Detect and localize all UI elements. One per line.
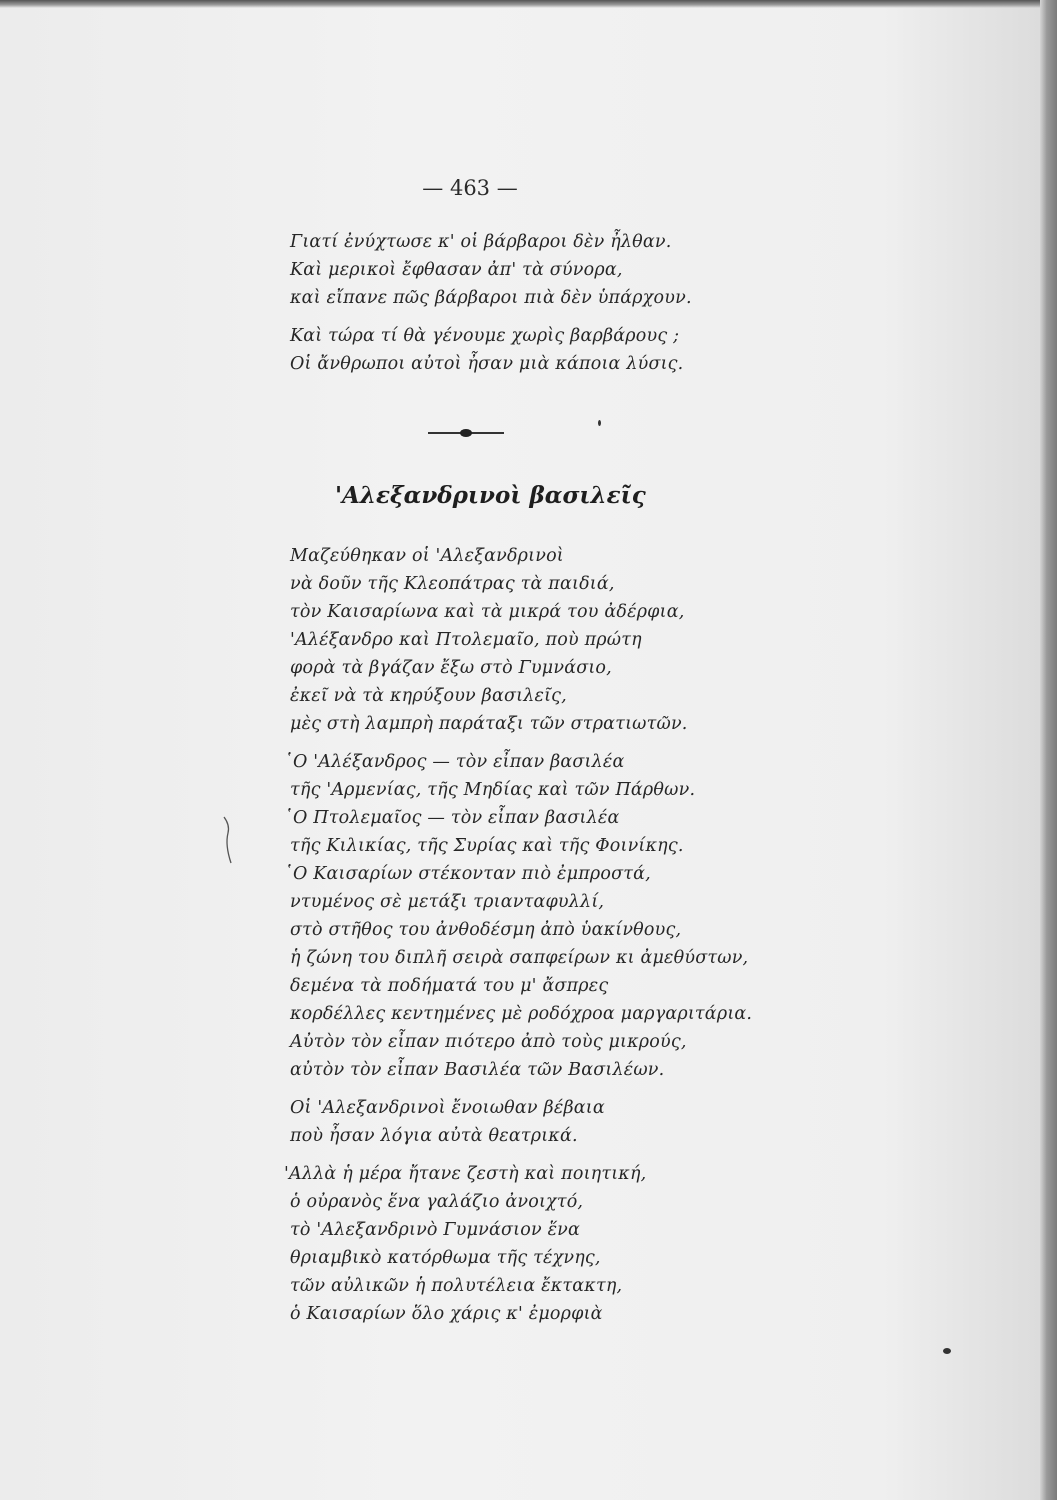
verse-line: αὐτὸν τὸν εἶπαν Βασιλέα τῶν Βασιλέων.: [290, 1060, 665, 1080]
verse-line: φορὰ τὰ βγάζαν ἔξω στὸ Γυμνάσιο,: [290, 658, 612, 678]
verse-line: ῾Ο 'Αλέξανδρος — τὸν εἶπαν βασιλέα: [284, 752, 625, 772]
verse-line: ντυμένος σὲ μετάξι τριανταφυλλί,: [290, 892, 605, 912]
verse-line: τὸν Καισαρίωνα καὶ τὰ μικρά του ἀδέρφια,: [290, 602, 685, 622]
verse-line: Καὶ τώρα τί θὰ γένουμε χωρὶς βαρβάρους ;: [290, 326, 680, 346]
margin-pencil-mark-icon: [222, 815, 236, 865]
verse-line: Αὐτὸν τὸν εἶπαν πιότερο ἀπὸ τοὺς μικρούς,: [290, 1032, 687, 1052]
verse-line: Καὶ μερικοὶ ἔφθασαν ἀπ' τὰ σύνορα,: [290, 260, 623, 280]
verse-line: Μαζεύθηκαν οἱ 'Αλεξανδρινοὶ: [290, 546, 564, 566]
ink-speck-icon: [943, 1348, 951, 1354]
verse-line: Γιατί ἐνύχτωσε κ' οἱ βάρβαροι δὲν ἦλθαν.: [290, 232, 672, 252]
verse-line: νὰ δοῦν τῆς Κλεοπάτρας τὰ παιδιά,: [290, 574, 615, 594]
verse-line: κορδέλλες κεντημένες μὲ ροδόχροα μαργαριτάρια.: [290, 1004, 753, 1024]
verse-line: ῾Ο Καισαρίων στέκονταν πιὸ ἐμπροστά,: [284, 864, 651, 884]
verse-line: ὁ Καισαρίων ὅλο χάρις κ' ἐμορφιὰ: [290, 1304, 603, 1324]
verse-line: μὲς στὴ λαμπρὴ παράταξι τῶν στρατιωτῶν.: [290, 714, 688, 734]
verse-line: ποὺ ἦσαν λόγια αὐτὰ θεατρικά.: [290, 1126, 578, 1146]
verse-line: τὸ 'Αλεξανδρινὸ Γυμνάσιον ἕνα: [290, 1220, 581, 1240]
divider-ornament-icon: [460, 429, 472, 437]
page-right-edge: [1040, 0, 1057, 1500]
verse-line: τῆς Κιλικίας, τῆς Συρίας καὶ τῆς Φοινίκης.: [290, 836, 684, 856]
verse-line: δεμένα τὰ ποδήματά του μ' ἄσπρες: [290, 976, 609, 996]
verse-line: ἡ ζώνη του διπλῆ σειρὰ σαπφείρων κι ἀμεθύστων,: [290, 948, 749, 968]
verse-line: Οἱ ἄνθρωποι αὐτοὶ ἦσαν μιὰ κάποια λύσις.: [290, 354, 684, 374]
verse-line: ῾Ο Πτολεμαῖος — τὸν εἶπαν βασιλέα: [284, 808, 620, 828]
verse-line: τῆς 'Αρμενίας, τῆς Μηδίας καὶ τῶν Πάρθων.: [290, 780, 696, 800]
verse-line: 'Αλλὰ ἡ μέρα ἤτανε ζεστὴ καὶ ποιητική,: [284, 1164, 647, 1184]
poem-title: 'Αλεξανδρινοὶ βασιλεῖς: [335, 482, 646, 509]
verse-line: 'Αλέξανδρο καὶ Πτολεμαῖο, ποὺ πρώτη: [290, 630, 642, 650]
verse-line: Οἱ 'Αλεξανδρινοὶ ἔνοιωθαν βέβαια: [290, 1098, 605, 1118]
ink-speck-icon: [598, 420, 601, 426]
verse-line: τῶν αὐλικῶν ἡ πολυτέλεια ἔκτακτη,: [290, 1276, 623, 1296]
verse-line: θριαμβικὸ κατόρθωμα τῆς τέχνης,: [290, 1248, 601, 1268]
verse-line: ὁ οὐρανὸς ἕνα γαλάζιο ἀνοιχτό,: [290, 1192, 584, 1212]
page-number: — 463 —: [422, 176, 518, 200]
verse-line: στὸ στῆθος του ἀνθοδέσμη ἀπὸ ὑακίνθους,: [290, 920, 682, 940]
verse-line: καὶ εἴπανε πῶς βάρβαροι πιὰ δὲν ὑπάρχουν.: [290, 288, 692, 308]
verse-line: ἐκεῖ νὰ τὰ κηρύξουν βασιλεῖς,: [290, 686, 567, 706]
